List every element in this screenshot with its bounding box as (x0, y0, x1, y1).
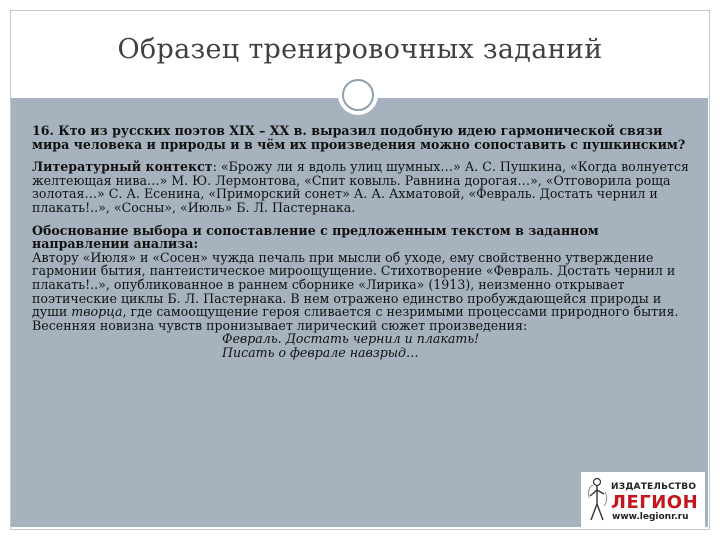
context-text: : «Брожу ли я вдоль улиц шумных…» А. С. Пушкина, «Когда волнуется желтеющая нива…» М. Ю. Лермонтова, «Спит ковыль. Равнина дорогая…», «Отговорила роща золотая…» С. А. Есенина, «Приморский сонет» А. А. Ахматовой, «Февраль. Достать чернил и плакать!..», «Сосны», «Июль» Б. Л. Пастернака. (32, 159, 689, 215)
ring-ornament-icon (338, 75, 378, 115)
slide-content (32, 124, 692, 360)
logo-url: www.legionr.ru (612, 512, 689, 522)
rationale-text-2: , где самоощущение героя сливается с незримыми процессами природного бытия. Весенняя новизна чувств пронизывает лирический сюжет произведения: (32, 304, 679, 333)
logo-brand-name: ЛЕГИОН (611, 492, 699, 513)
figure-logo-icon (585, 476, 609, 524)
context-paragraph (32, 160, 692, 214)
rationale-heading: Обоснование выбора и сопоставление с предложенным текстом в заданном направлении анализа: (32, 222, 599, 252)
rationale-paragraph (32, 251, 692, 333)
poem-line-1: Февраль. Достать чернил и плакать! (222, 331, 480, 347)
logo-publisher-label: ИЗДАТЕЛЬСТВО (611, 482, 697, 492)
publisher-logo (581, 472, 705, 528)
question-text: 16. Кто из русских поэтов XIX – XX в. выразил подобную идею гармонической связи мира человека и природы и в чём их произведения можно сопоставить с пушкинским? (32, 123, 686, 152)
slide-title: Образец тренировочных заданий (117, 34, 603, 65)
rationale-italic: творца (71, 304, 123, 320)
poem-line-2: Писать о феврале навзрыд… (222, 344, 419, 360)
rationale-text-1: Автору «Июля» и «Сосен» чужда печаль при мысли об уходе, ему свойственно утверждение гармонии бытия, пантеистическое мироощущение. Стихотворение «Февраль. Достать чернил и плакать!..», опубликованное в раннем сборнике «Лирика» (1913), неизменно открывает поэтические циклы Б. Л. Пастернака. В нем отражено единство пробуждающейся природы и души (32, 249, 676, 320)
context-label: Литературный контекст (32, 159, 213, 175)
